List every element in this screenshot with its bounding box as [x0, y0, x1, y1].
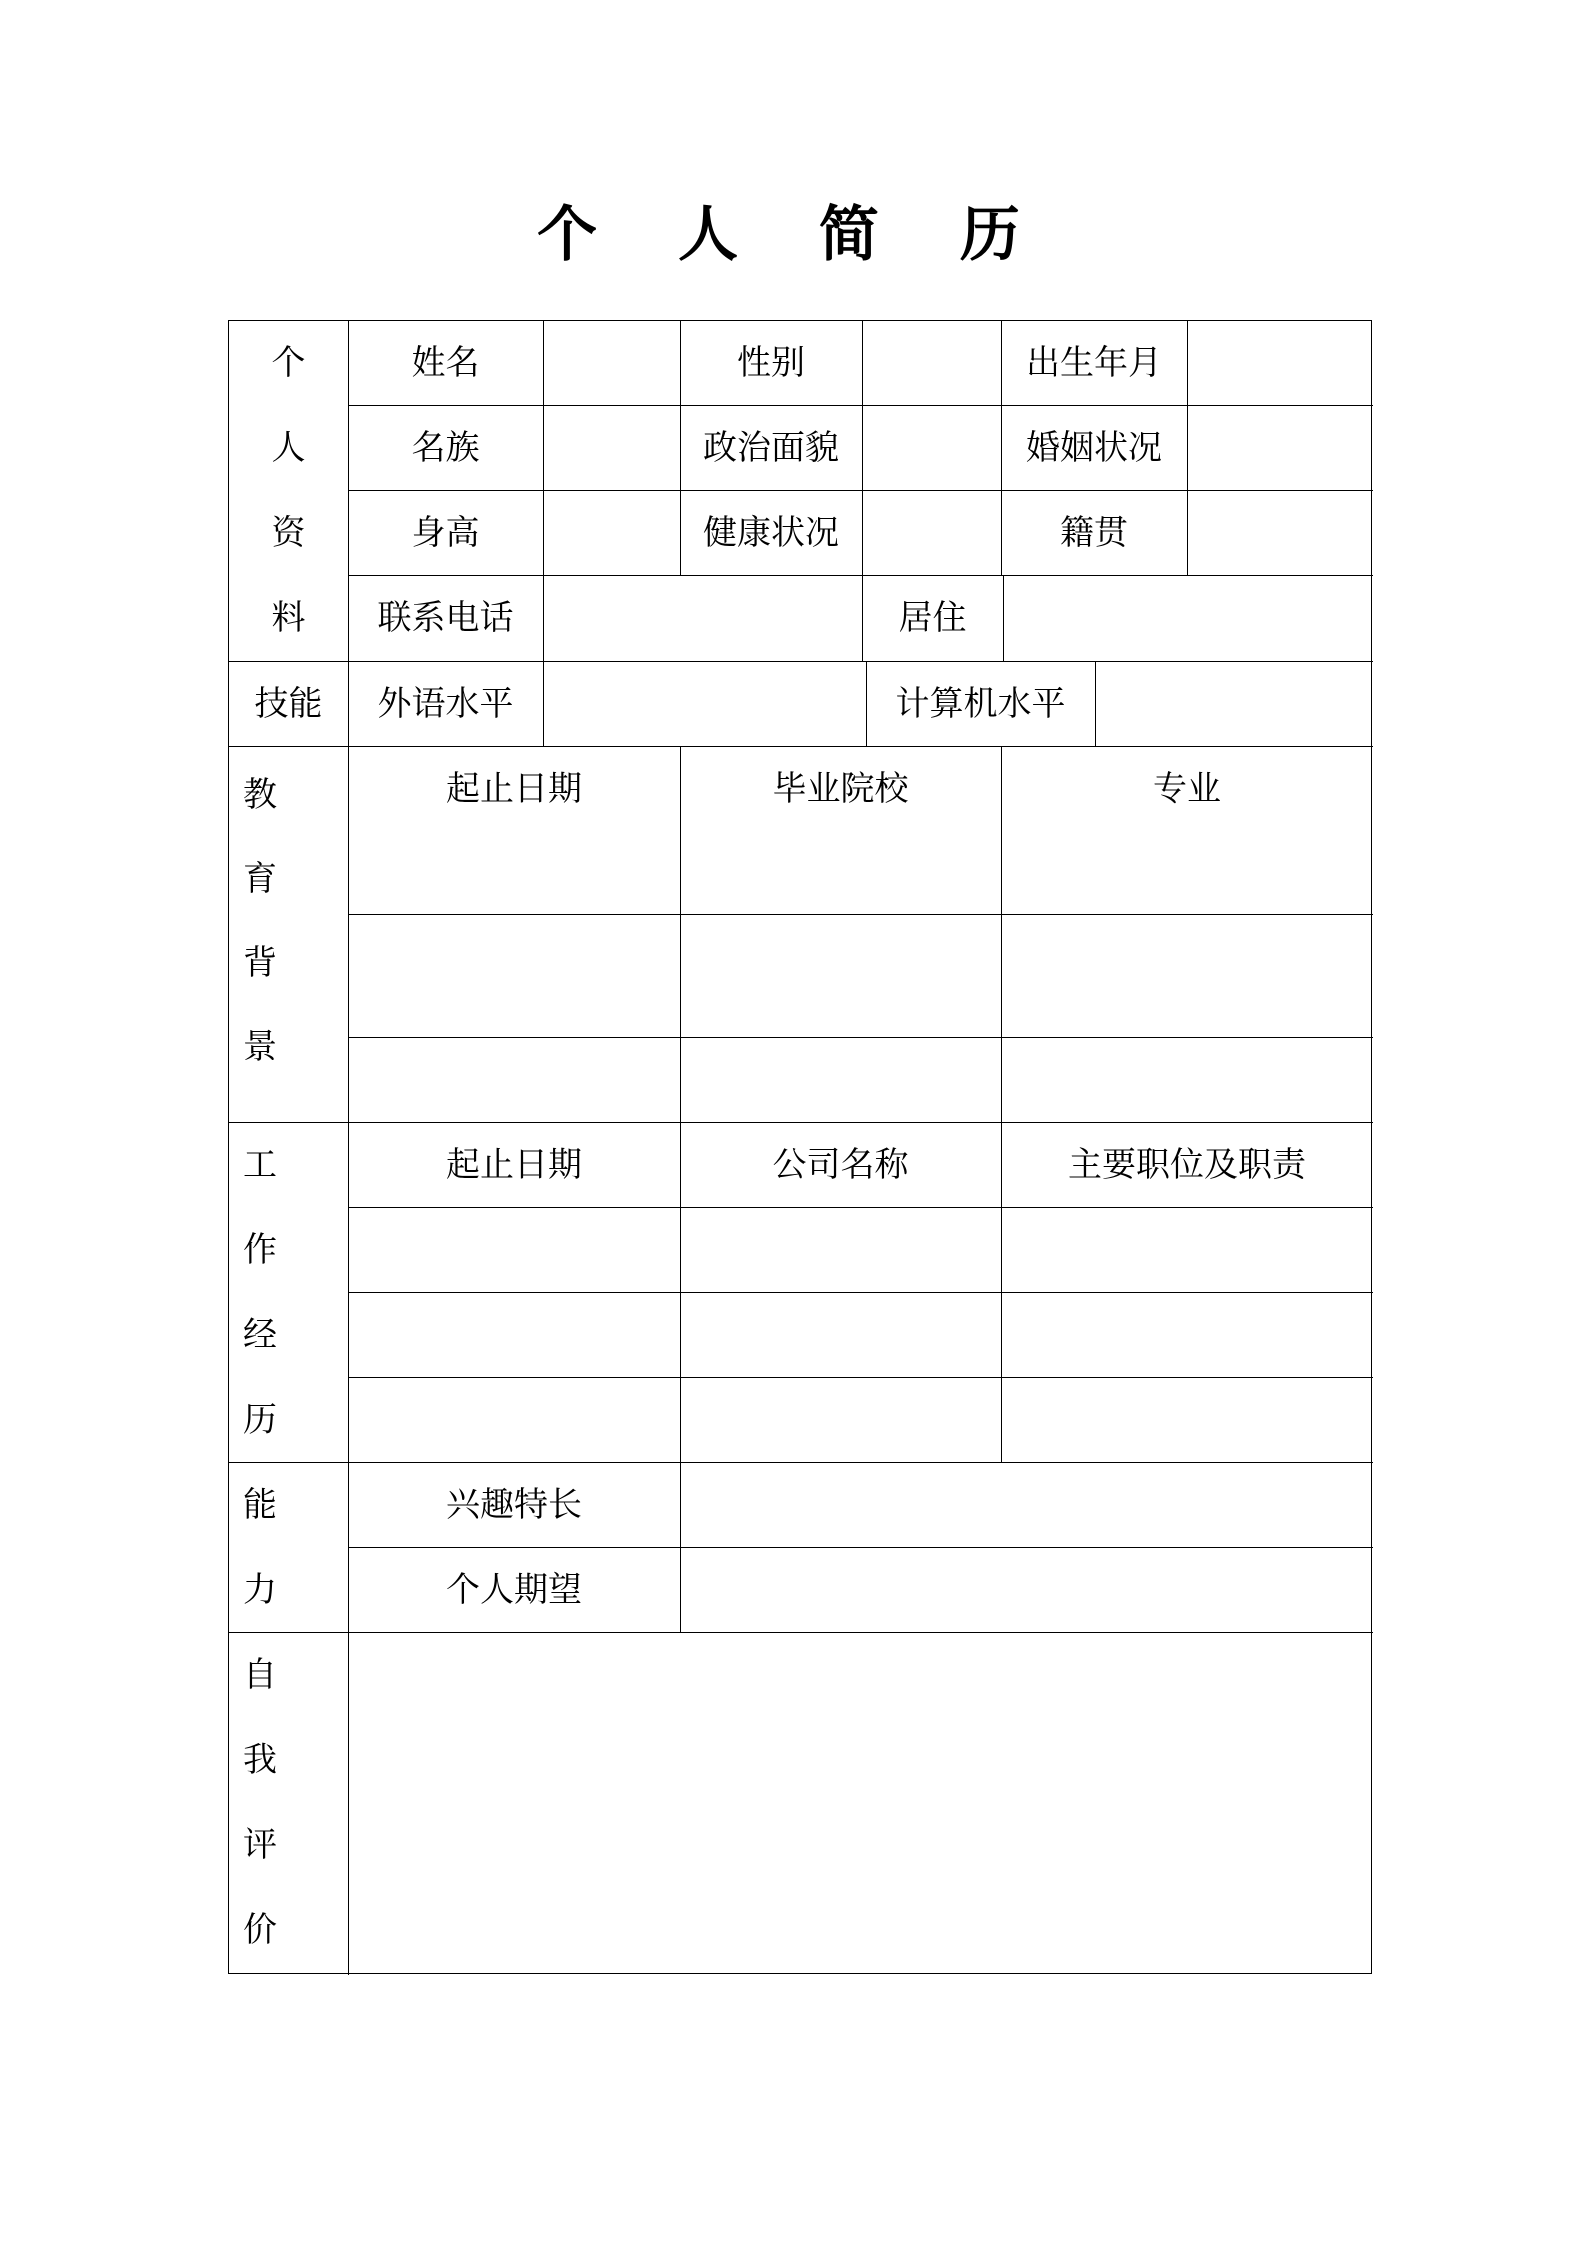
section-char: 自	[243, 1654, 277, 1695]
phone-label: 联系电话	[377, 598, 514, 638]
native-label: 籍贯	[1060, 512, 1128, 553]
section-char: 资	[271, 513, 306, 553]
row-divider	[348, 1207, 1373, 1208]
computer-label: 计算机水平	[895, 683, 1066, 724]
section-char: 工	[243, 1144, 277, 1185]
section-char: 力	[243, 1569, 277, 1610]
ethnicity-field[interactable]	[543, 405, 680, 490]
computer-field[interactable]	[1095, 661, 1373, 746]
work-header-role: 主要职位及职责	[1068, 1144, 1306, 1185]
marital-field[interactable]	[1187, 405, 1373, 490]
work-header-company: 公司名称	[772, 1144, 909, 1185]
expectation-field[interactable]	[680, 1547, 1373, 1632]
row-divider	[348, 1037, 1373, 1038]
section-char: 育	[243, 859, 277, 899]
work-header-dates: 起止日期	[446, 1144, 582, 1185]
row-divider	[348, 1377, 1373, 1378]
gender-field[interactable]	[862, 321, 1001, 405]
row-divider	[348, 1292, 1373, 1293]
section-label-personal	[229, 321, 348, 661]
politics-label: 政治面貌	[703, 427, 839, 468]
health-label: 健康状况	[703, 512, 839, 553]
phone-field[interactable]	[543, 575, 862, 661]
column-divider	[680, 746, 681, 1462]
politics-field[interactable]	[862, 405, 1001, 490]
expectation-label: 个人期望	[446, 1569, 582, 1610]
marital-label: 婚姻状况	[1026, 427, 1162, 468]
language-label: 外语水平	[377, 683, 514, 724]
native-field[interactable]	[1187, 490, 1373, 575]
gender-label: 性别	[737, 343, 805, 383]
section-char: 经	[243, 1314, 277, 1355]
name-field[interactable]	[543, 321, 680, 405]
section-label-education	[243, 753, 283, 1089]
self-eval-field[interactable]	[348, 1632, 1373, 1975]
interests-label: 兴趣特长	[446, 1484, 582, 1525]
section-char: 历	[243, 1399, 277, 1440]
section-label-work	[243, 1122, 283, 1462]
interests-field[interactable]	[680, 1462, 1373, 1547]
name-label: 姓名	[411, 343, 480, 383]
birth-field[interactable]	[1187, 321, 1373, 405]
edu-header-major: 专业	[1153, 768, 1221, 809]
section-char: 教	[243, 775, 277, 815]
birth-label: 出生年月	[1026, 343, 1162, 383]
row-divider	[348, 914, 1373, 915]
language-field[interactable]	[543, 661, 866, 746]
residence-label: 居住	[898, 598, 967, 638]
section-char: 景	[243, 1027, 277, 1067]
section-char: 个	[271, 343, 306, 383]
ethnicity-label: 名族	[411, 427, 480, 468]
section-label-skills: 技能	[254, 683, 323, 724]
section-char: 人	[271, 428, 306, 468]
edu-header-school: 毕业院校	[772, 768, 909, 809]
residence-field[interactable]	[1003, 575, 1373, 661]
section-char: 作	[243, 1229, 277, 1270]
section-char: 能	[243, 1484, 277, 1525]
section-char: 我	[243, 1739, 277, 1780]
section-char: 价	[243, 1909, 277, 1950]
column-divider	[1001, 746, 1002, 1462]
height-label: 身高	[411, 512, 480, 553]
section-char: 评	[243, 1824, 277, 1865]
resume-form	[228, 320, 1372, 1974]
edu-header-dates: 起止日期	[446, 768, 582, 809]
page-title: 个 人 简 历	[537, 200, 1050, 270]
section-char: 料	[271, 598, 306, 638]
health-field[interactable]	[862, 490, 1001, 575]
section-label-ability	[243, 1462, 283, 1632]
section-char: 背	[243, 943, 277, 983]
section-label-self-eval	[243, 1632, 283, 1972]
height-field[interactable]	[543, 490, 680, 575]
